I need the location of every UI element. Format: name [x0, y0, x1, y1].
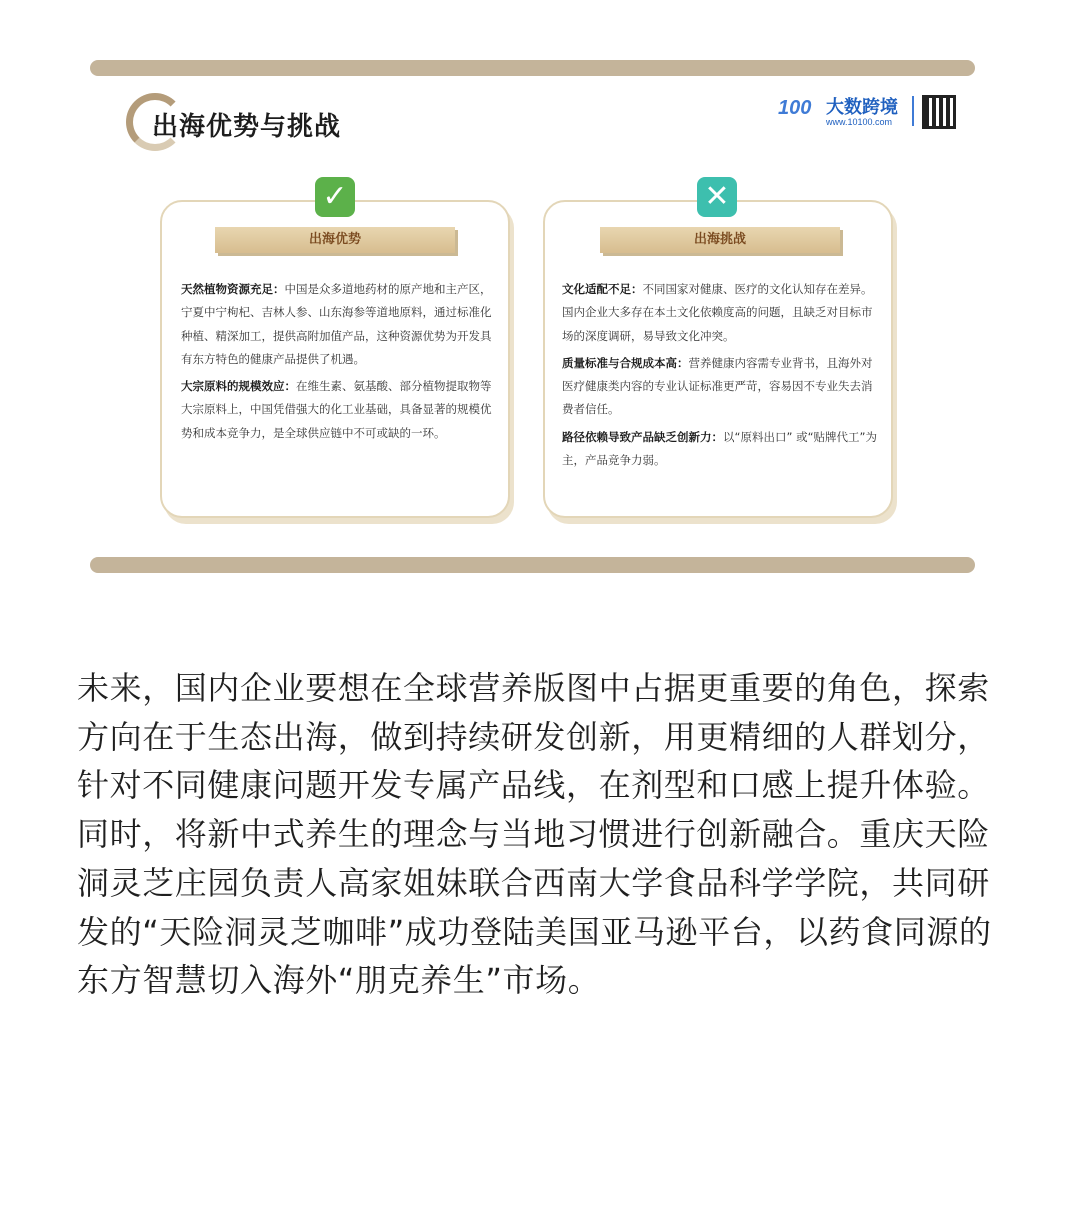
advantages-list — [181, 278, 496, 449]
advantage-item — [181, 278, 496, 371]
logo-url: www.10100.com — [826, 117, 893, 127]
challenge-label: 质量标准与合规成本高： — [562, 355, 689, 370]
advantage-label: 天然植物资源充足： — [181, 282, 285, 296]
challenges-heading: 出海挑战 — [600, 227, 840, 253]
qr-code-icon — [922, 95, 956, 129]
advantage-text: 中国是众多道地药材的原产地和主产区，宁夏中宁枸杞、吉林人参、山东海参等道地原料，通过标准化种植、精深加工，提供高附加值产品，这种资源优势为开发具有东方特色的健康产品提供了机遇。 — [181, 282, 492, 366]
x-icon: ✕ — [697, 177, 737, 217]
challenge-text: 以“原料出口” 或“贴牌代工”为主，产品竞争力弱。 — [562, 429, 877, 468]
infographic-title: 出海优势与挑战 — [152, 112, 342, 142]
article-paragraph: 未来，国内企业要想在全球营养版图中占据更重要的角色，探索方向在于生态出海，做到持续研发创新，用更精细的人群划分，针对不同健康问题开发专属产品线，在剂型和口感上提升体验。同时，将新中式养生的理念与当地习惯进行创新融合。重庆天险洞灵芝庄园负责人高家姐妹联合西南大学食品科学学院，共同研发的“天险洞灵芝咖啡”成功登陆美国亚马逊平台，以药食同源的东方智慧切入海外“朋克养生”市场。 — [77, 669, 992, 1000]
challenge-item — [562, 352, 878, 422]
bottom-decorative-bar — [90, 557, 975, 573]
logo-mark: 100 — [778, 97, 812, 119]
challenge-label: 文化适配不足： — [562, 282, 643, 296]
logo-divider — [912, 96, 914, 126]
check-icon: ✓ — [315, 177, 355, 217]
challenge-text: 营养健康内容需专业背书，且海外对医疗健康类内容的专业认证标准更严苛，容易因不专业失去消费者信任。 — [562, 355, 873, 417]
advantage-item — [181, 375, 496, 445]
top-decorative-bar — [90, 60, 975, 76]
logo-name: 大数跨境 — [826, 97, 898, 118]
challenge-item — [562, 426, 878, 473]
challenge-text: 不同国家对健康、医疗的文化认知存在差异。国内企业大多存在本土文化依赖度高的问题，且缺乏对目标市场的深度调研，易导致文化冲突。 — [562, 282, 873, 343]
challenge-item — [562, 278, 878, 348]
advantages-heading: 出海优势 — [215, 227, 455, 253]
advantage-text: 在维生素、氨基酸、部分植物提取物等大宗原料上，中国凭借强大的化工业基础，具备显著的规模优势和成本竞争力，是全球供应链中不可或缺的一环。 — [181, 379, 492, 440]
challenge-label: 路径依赖导致产品缺乏创新力： — [562, 429, 723, 444]
advantage-label: 大宗原料的规模效应： — [181, 379, 296, 394]
challenges-list — [562, 278, 878, 476]
